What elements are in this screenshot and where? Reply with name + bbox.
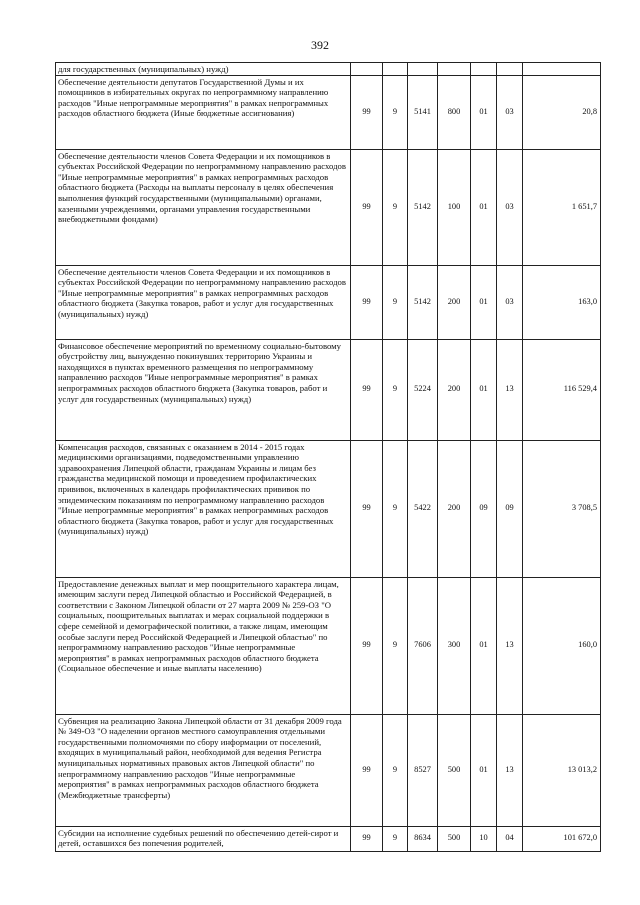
row-description: для государственных (муниципальных) нужд) <box>56 63 351 76</box>
direction-code: 8527 <box>408 714 438 826</box>
table-row <box>56 75 601 149</box>
section-code: 10 <box>471 826 497 851</box>
table-row <box>56 440 601 577</box>
amount: 116 529,4 <box>523 339 601 440</box>
program-code: 99 <box>351 714 383 826</box>
subsection-code: 03 <box>497 149 523 265</box>
program-code: 99 <box>351 440 383 577</box>
row-description: Компенсация расходов, связанных с оказанием в 2014 - 2015 годах медицинскими организациями, подведомственными управлению здравоохранения Липецкой области, гражданам Украины и лицам без гражданства медицинской помощи и проведением профилактических прививок, включенных в календарь профилактических прививок по эпидемическим показаниям по непрограммному направлению расходов "Иные непрограммные мероприятия" в рамках непрограммных расходов областного бюджета (Закупка товаров, работ и услуг для государственных (муниципальных) нужд) <box>56 440 351 577</box>
program-code <box>351 63 383 76</box>
amount: 163,0 <box>523 265 601 339</box>
direction-code: 8634 <box>408 826 438 851</box>
subprogram-code: 9 <box>383 714 408 826</box>
expense-type-code: 100 <box>438 149 471 265</box>
subsection-code: 13 <box>497 714 523 826</box>
subsection-code <box>497 63 523 76</box>
subprogram-code: 9 <box>383 149 408 265</box>
subprogram-code: 9 <box>383 440 408 577</box>
row-description: Субвенция на реализацию Закона Липецкой области от 31 декабря 2009 года № 349-ОЗ "О наделении органов местного самоуправления отдельными государственными полномочиями по сбору информации от поселений, входящих в муниципальный район, необходимой для ведения Регистра муниципальных нормативных правовых актов Липецкой области" по непрограммному направлению расходов "Иные непрограммные мероприятия" в рамках непрограммных расходов областного бюджета (Межбюджетные трансферты) <box>56 714 351 826</box>
table-row <box>56 577 601 714</box>
row-description: Обеспечение деятельности членов Совета Федерации и их помощников в субъектах Российской Федерации по непрограммному направлению расходов "Иные непрограммные мероприятия" в рамках непрограммных расходов областного бюджета (Закупка товаров, работ и услуг для государственных (муниципальных) нужд) <box>56 265 351 339</box>
amount: 1 651,7 <box>523 149 601 265</box>
direction-code: 5142 <box>408 265 438 339</box>
row-description: Обеспечение деятельности членов Совета Федерации и их помощников в субъектах Российской Федерации по непрограммному направлению расходов "Иные непрограммные мероприятия" в рамках непрограммных расходов областного бюджета (Расходы на выплаты персоналу в целях обеспечения выполнения функций государственными (муниципальными) органами, казенными учреждениями, органами управления государственными внебюджетными фондами) <box>56 149 351 265</box>
subsection-code: 13 <box>497 339 523 440</box>
table-row <box>56 265 601 339</box>
page-number: 392 <box>311 38 329 52</box>
section-code: 01 <box>471 149 497 265</box>
amount <box>523 63 601 76</box>
program-code: 99 <box>351 149 383 265</box>
table-row <box>56 826 601 851</box>
program-code: 99 <box>351 75 383 149</box>
section-code: 09 <box>471 440 497 577</box>
program-code: 99 <box>351 577 383 714</box>
program-code: 99 <box>351 826 383 851</box>
section-code: 01 <box>471 75 497 149</box>
amount: 101 672,0 <box>523 826 601 851</box>
subsection-code: 03 <box>497 265 523 339</box>
budget-table <box>55 62 601 852</box>
expense-type-code: 500 <box>438 714 471 826</box>
direction-code: 5141 <box>408 75 438 149</box>
row-description: Субсидии на исполнение судебных решений по обеспечению детей-сирот и детей, оставшихся без попечения родителей, <box>56 826 351 851</box>
row-description: Предоставление денежных выплат и мер поощрительного характера лицам, имеющим заслуги перед Липецкой областью и Российской Федерацией, в соответствии с Законом Липецкой области от 27 марта 2009 № 259-ОЗ "О социальных, поощрительных выплатах и мерах социальной поддержки в сфере семейной и демографической политики, а также лицам, имеющим особые заслуги перед Российской Федерацией и Липецкой областью" по непрограммному направлению расходов "Иные непрограммные мероприятия" в рамках непрограммных расходов областного бюджета (Социальное обеспечение и иные выплаты населению) <box>56 577 351 714</box>
table-row <box>56 149 601 265</box>
section-code: 01 <box>471 339 497 440</box>
expense-type-code: 200 <box>438 440 471 577</box>
subprogram-code: 9 <box>383 75 408 149</box>
direction-code: 5142 <box>408 149 438 265</box>
amount: 160,0 <box>523 577 601 714</box>
section-code <box>471 63 497 76</box>
amount: 3 708,5 <box>523 440 601 577</box>
subprogram-code <box>383 63 408 76</box>
direction-code <box>408 63 438 76</box>
expense-type-code: 200 <box>438 265 471 339</box>
direction-code: 7606 <box>408 577 438 714</box>
subsection-code: 09 <box>497 440 523 577</box>
amount: 13 013,2 <box>523 714 601 826</box>
expense-type-code: 800 <box>438 75 471 149</box>
section-code: 01 <box>471 714 497 826</box>
expense-type-code <box>438 63 471 76</box>
subprogram-code: 9 <box>383 577 408 714</box>
row-description: Обеспечение деятельности депутатов Государственной Думы и их помощников в избирательных округах по непрограммному направлению расходов "Иные непрограммные мероприятия" в рамках непрограммных расходов областного бюджета (Иные бюджетные ассигнования) <box>56 75 351 149</box>
subprogram-code: 9 <box>383 826 408 851</box>
subprogram-code: 9 <box>383 265 408 339</box>
program-code: 99 <box>351 339 383 440</box>
table-row <box>56 339 601 440</box>
expense-type-code: 200 <box>438 339 471 440</box>
section-code: 01 <box>471 577 497 714</box>
section-code: 01 <box>471 265 497 339</box>
subsection-code: 03 <box>497 75 523 149</box>
direction-code: 5224 <box>408 339 438 440</box>
amount: 20,8 <box>523 75 601 149</box>
row-description: Финансовое обеспечение мероприятий по временному социально-бытовому обустройству лиц, вынужденно покинувших территорию Украины и находящихся в пунктах временного размещения по непрограммному направлению расходов "Иные непрограммные мероприятия" в рамках непрограммных расходов областного бюджета (Закупка товаров, работ и услуг для государственных (муниципальных) нужд) <box>56 339 351 440</box>
program-code: 99 <box>351 265 383 339</box>
subsection-code: 04 <box>497 826 523 851</box>
expense-type-code: 300 <box>438 577 471 714</box>
direction-code: 5422 <box>408 440 438 577</box>
subsection-code: 13 <box>497 577 523 714</box>
table-row <box>56 714 601 826</box>
subprogram-code: 9 <box>383 339 408 440</box>
expense-type-code: 500 <box>438 826 471 851</box>
table-row <box>56 63 601 76</box>
